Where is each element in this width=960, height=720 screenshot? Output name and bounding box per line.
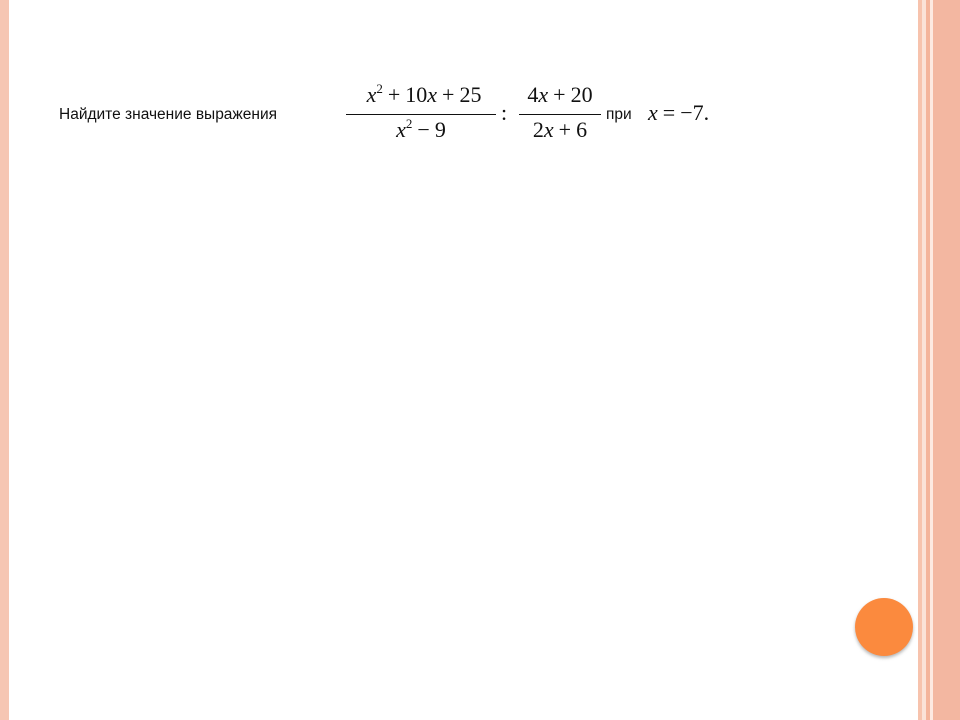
fraction1-bar [346,114,496,115]
prompt-text: Найдите значение выражения [59,106,278,123]
division-operator: : [501,100,508,125]
fraction2-denominator: 2x + 6 [532,117,588,142]
fraction1-numerator: $x^2 + 10x + 25$ [366,81,482,107]
fraction1-denominator: $x^2 - 9$ [396,116,446,142]
pri-text: при [606,106,632,123]
left-frame-bar [0,0,9,720]
decorative-circle [855,598,913,656]
fraction2-bar [519,114,601,115]
fraction2-numerator: 4x + 20 [527,82,593,107]
condition-expression: x = −7. [648,100,710,125]
right-frame-stripes [918,0,960,720]
